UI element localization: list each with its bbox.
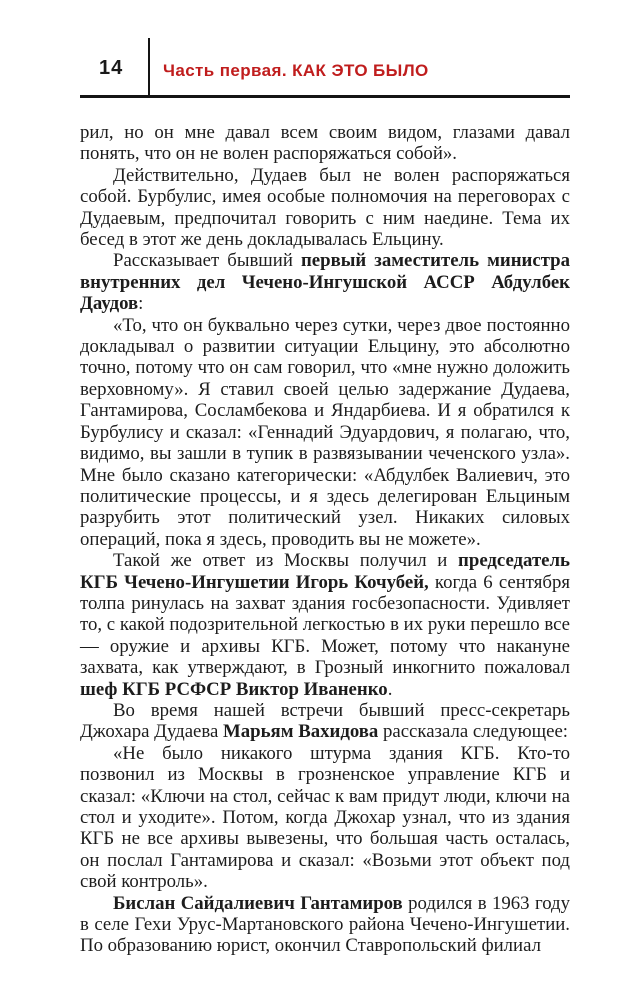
text-run: Такой же ответ из Москвы получил и [113, 550, 459, 572]
bold-text-run: Марьям Вахидова [223, 721, 379, 743]
paragraph [80, 315, 570, 550]
paragraph [80, 700, 570, 743]
bold-text-run: Бислан Сайдалиевич Гантамиров [113, 892, 403, 914]
bold-text-run: шеф КГБ РСФСР Виктор Иваненко [80, 678, 388, 700]
header-divider-line [148, 38, 150, 97]
paragraph [80, 550, 570, 700]
paragraph [80, 743, 570, 893]
text-run: «То, что он буквально через сутки, через двое постоянно докладывал о развитии ситуации Ельцину, это абсолютно точно, потому что он сам говорил, что «мне нужно доложить верховному». Я ставил своей целью задержание Дудаева, Гантамирова, Сосламбекова и Яндарбиева. И я обратился к Бурбулису и сказал: «Геннадий Эдуардович, я полагаю, что, видимо, вы зашли в тупик в развязывании чеченского узла». Мне было сказано категорически: «Абдулбек Валиевич, это политические процессы, и я здесь делегирован Ельциным разрубить этот политический узел. Никаких силовых операций, пока я здесь, проводить вы не можете». [80, 314, 570, 550]
paragraph [80, 165, 570, 251]
text-run: Во время нашей встречи бывший пресс-секретарь Джохара Дудаева [80, 699, 570, 743]
paragraph [80, 250, 570, 314]
bold-text-run: первый заместитель министра внутренних дел Чечено-Ингушской АССР Абдулбек Даудов [80, 250, 570, 315]
text-run: Рассказывает бывший [113, 250, 301, 272]
text-run: родился в 1963 году в селе Гехи Урус-Мартановского района Чечено-Ингушетии. По образованию юрист, окончил Ставропольский филиал [80, 892, 570, 957]
bold-text-run: председатель КГБ Чечено-Ингушетии Игорь Кочубей, [80, 550, 570, 593]
text-run: . [387, 678, 393, 700]
paragraph [80, 122, 570, 165]
text-run: Действительно, Дудаев был не волен распоряжаться собой. Бурбулис, имея особые полномочия на переговорах с Дудаевым, предпочитал говорить с ним наедине. Тема их бесед в этот же день докладывалась Ельцину. [80, 164, 570, 251]
chapter-running-head: Часть первая. КАК ЭТО БЫЛО [163, 61, 429, 80]
paragraph [80, 893, 570, 957]
text-run: рил, но он мне давал всем своим видом, глазами давал понять, что он не волен распоряжаться собой». [80, 122, 570, 165]
text-run: рассказала следующее: [378, 721, 569, 743]
text-run: «Не было никакого штурма здания КГБ. Кто-то позвонил из Москвы в грозненское управление КГБ и сказал: «Ключи на стол, сейчас к вам придут люди, ключи на стол и уходите». Потом, когда Джохар узнал, что из здания КГБ не все архивы вывезены, что большая часть осталась, он послал Гантамирова и сказал: «Возьми этот объект под свой контроль». [80, 742, 570, 893]
header-rule [80, 95, 570, 98]
text-run: когда 6 сентября толпа ринулась на захват здания госбезопасности. Удивляет то, с какой подозрительной легкостью в их руки перешло все — оружие и архивы КГБ. Может, потому что накануне захвата, как утверждают, в Грозный инкогнито пожаловал [80, 571, 570, 679]
page-body [80, 122, 570, 957]
text-run: : [138, 293, 144, 315]
page-number: 14 [99, 57, 124, 79]
